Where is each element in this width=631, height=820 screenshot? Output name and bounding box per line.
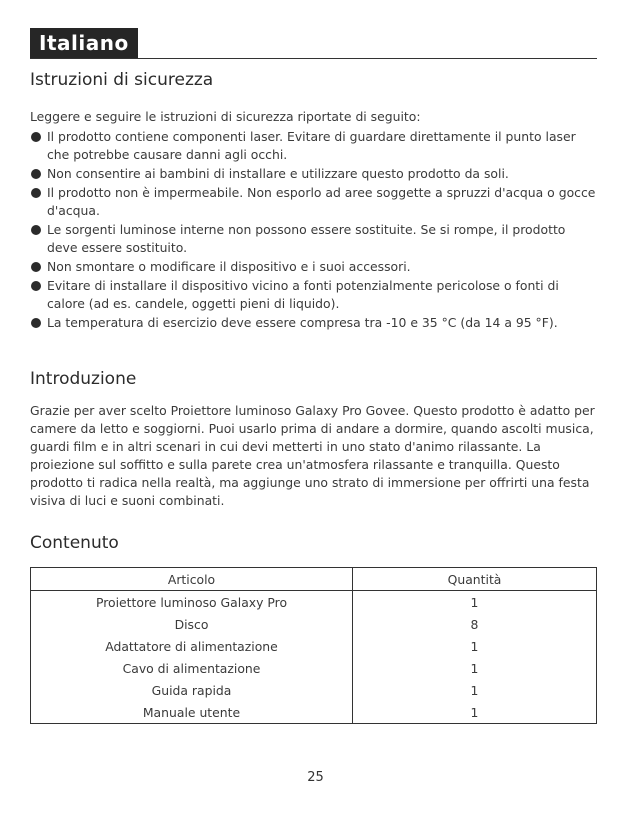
table-row bbox=[31, 657, 597, 679]
language-tab: Italiano bbox=[30, 28, 138, 58]
list-item: Non smontare o modificare il dispositivo e i suoi accessori. bbox=[30, 258, 597, 276]
bullet-icon bbox=[31, 281, 41, 291]
bullet-icon bbox=[31, 132, 41, 142]
bullet-icon bbox=[31, 262, 41, 272]
item-cell: Cavo di alimentazione bbox=[31, 657, 353, 679]
list-item: Evitare di installare il dispositivo vicino a fonti potenzialmente pericolose o fonti di calore (ad es. candele, oggetti pieni di liquido). bbox=[30, 277, 597, 313]
introduction-heading: Introduzione bbox=[30, 369, 137, 389]
column-header-item: Articolo bbox=[31, 568, 353, 591]
quantity-cell: 1 bbox=[353, 657, 597, 679]
list-item: Non consentire ai bambini di installare e utilizzare questo prodotto da soli. bbox=[30, 165, 597, 183]
item-cell: Guida rapida bbox=[31, 679, 353, 701]
item-cell: Adattatore di alimentazione bbox=[31, 635, 353, 657]
list-item: La temperatura di esercizio deve essere compresa tra -10 e 35 °C (da 14 a 95 °F). bbox=[30, 314, 597, 332]
bullet-icon bbox=[31, 318, 41, 328]
page-number: 25 bbox=[307, 770, 324, 785]
bullet-icon bbox=[31, 169, 41, 179]
contents-heading: Contenuto bbox=[30, 533, 119, 553]
table-row bbox=[31, 613, 597, 635]
quantity-cell: 1 bbox=[353, 679, 597, 701]
safety-list bbox=[30, 128, 597, 333]
column-header-quantity: Quantità bbox=[353, 568, 597, 591]
quantity-cell: 1 bbox=[353, 591, 597, 614]
safety-heading: Istruzioni di sicurezza bbox=[30, 70, 214, 90]
introduction-text: Grazie per aver scelto Proiettore luminoso Galaxy Pro Govee. Questo prodotto è adatto per camere da letto e soggiorni. Puoi usarlo prima di andare a dormire, quando ascolti musica, guardi film e in altri scenari in cui devi metterti in uno stato d'animo rilassante. La proiezione sul soffitto e sulla parete crea un'atmosfera rilassante e tranquilla. Questo prodotto ti radica nella realtà, ma aggiunge uno strato di immersione per offrirti una festa visiva di luci e suoni combinati. bbox=[30, 403, 595, 508]
language-header bbox=[30, 28, 597, 59]
list-item: Il prodotto contiene componenti laser. Evitare di guardare direttamente il punto laser che potrebbe causare danni agli occhi. bbox=[30, 128, 597, 164]
item-cell: Disco bbox=[31, 613, 353, 635]
table-header-row bbox=[31, 568, 597, 591]
item-cell: Proiettore luminoso Galaxy Pro bbox=[31, 591, 353, 614]
item-cell: Manuale utente bbox=[31, 701, 353, 724]
quantity-cell: 1 bbox=[353, 701, 597, 724]
bullet-icon bbox=[31, 188, 41, 198]
table-row bbox=[31, 679, 597, 701]
quantity-cell: 1 bbox=[353, 635, 597, 657]
quantity-cell: 8 bbox=[353, 613, 597, 635]
list-item: Il prodotto non è impermeabile. Non esporlo ad aree soggette a spruzzi d'acqua o gocce d'acqua. bbox=[30, 184, 597, 220]
table-row bbox=[31, 701, 597, 724]
table-row bbox=[31, 635, 597, 657]
table-row bbox=[31, 591, 597, 614]
bullet-icon bbox=[31, 225, 41, 235]
contents-table bbox=[30, 567, 597, 724]
safety-intro: Leggere e seguire le istruzioni di sicurezza riportate di seguito: bbox=[30, 109, 421, 124]
list-item: Le sorgenti luminose interne non possono essere sostituite. Se si rompe, il prodotto deve essere sostituito. bbox=[30, 221, 597, 257]
